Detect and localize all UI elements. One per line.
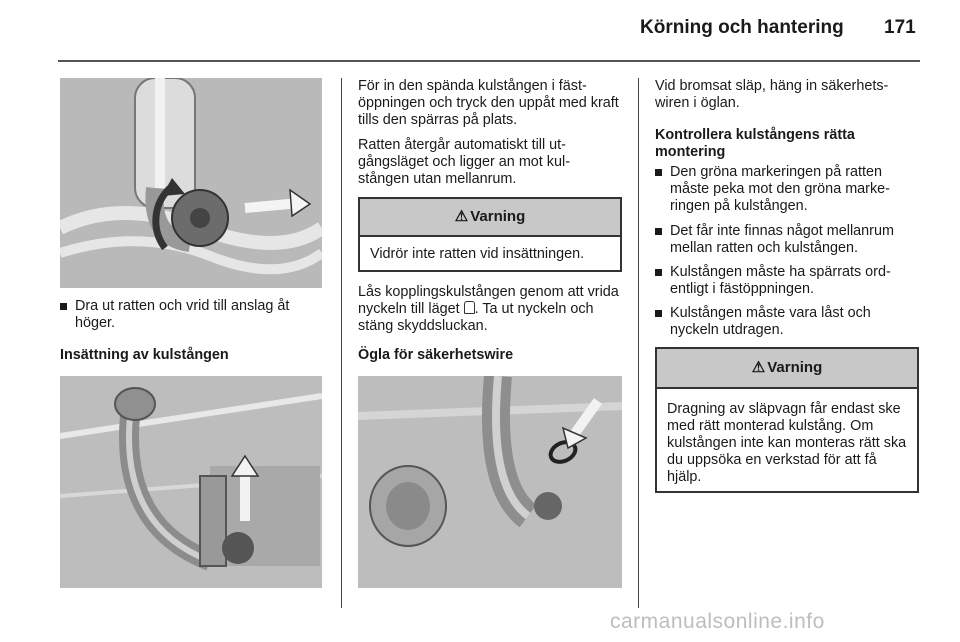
towbar-insertion-illustration xyxy=(60,376,322,588)
warning-text: Vidrör inte ratten vid insättningen. xyxy=(370,246,585,262)
paragraph: Vid bromsat släp, häng in säkerhets-wiren i öglan. xyxy=(655,78,889,111)
list-item xyxy=(655,264,920,298)
bullet-text: Det får inte finnas något mellanrum mellan ratten och kulstången. xyxy=(670,223,894,256)
list-item xyxy=(655,305,920,339)
warning-title: Varning xyxy=(470,208,526,225)
paragraph: Ratten återgår automatiskt till ut-gångsläget och ligger an mot kul-stången utan mellanrum. xyxy=(358,137,570,187)
bullet-text: Kulstången måste vara låst och nyckeln utdragen. xyxy=(670,305,871,338)
section-heading: Kontrollera kulstångens rätta montering xyxy=(655,127,855,160)
warning-header xyxy=(657,349,917,389)
column-divider-1 xyxy=(341,78,342,608)
warning-icon: ⚠ xyxy=(751,359,766,376)
bullet-marker xyxy=(655,310,662,317)
watermark: carmanualsonline.info xyxy=(610,610,825,633)
lock-position-icon xyxy=(464,301,475,314)
bullet-marker xyxy=(655,269,662,276)
list-item xyxy=(60,298,322,332)
header-divider xyxy=(58,60,920,62)
column-divider-2 xyxy=(638,78,639,608)
warning-box xyxy=(655,347,919,493)
bullet-marker xyxy=(655,169,662,176)
section-heading: Ögla för säkerhetswire xyxy=(358,347,514,363)
bullet-marker xyxy=(60,303,67,310)
bullet-text: Kulstången måste ha spärrats ord-entligt i fästöppningen. xyxy=(670,264,891,297)
paragraph-part: . Ta ut nyckeln och stäng skyddsluckan. xyxy=(358,301,594,334)
safety-wire-eye-illustration xyxy=(358,376,622,588)
section-heading: Insättning av kulstången xyxy=(60,347,229,363)
page-title: Körning och hantering xyxy=(640,17,844,38)
list-item xyxy=(655,164,920,215)
warning-header xyxy=(360,199,620,237)
bullet-text: Dra ut ratten och vrid till anslag åt höger. xyxy=(75,298,290,331)
page-number: 171 xyxy=(884,17,916,38)
warning-box xyxy=(358,197,622,272)
bullet-marker xyxy=(655,228,662,235)
paragraph xyxy=(358,284,628,335)
paragraph: För in den spända kulstången i fäst-öppningen och tryck den uppåt med kraft tills den spärras på plats. xyxy=(358,78,619,128)
warning-text: Dragning av släpvagn får endast ske med rätt monterad kulstång. Om kulstången inte kan monteras rätt ska du uppsöka en verkstad för att få hjälp. xyxy=(667,401,907,485)
bullet-text: Den gröna markeringen på ratten måste peka mot den gröna marke-ringen på kulstången. xyxy=(670,164,890,214)
list-item xyxy=(655,223,920,257)
warning-icon: ⚠ xyxy=(454,208,469,225)
knob-release-illustration xyxy=(60,78,322,288)
warning-title: Varning xyxy=(767,359,823,376)
paragraph-part: Lås kopplingskulstången genom att vrida nyckeln till läget xyxy=(358,284,619,317)
